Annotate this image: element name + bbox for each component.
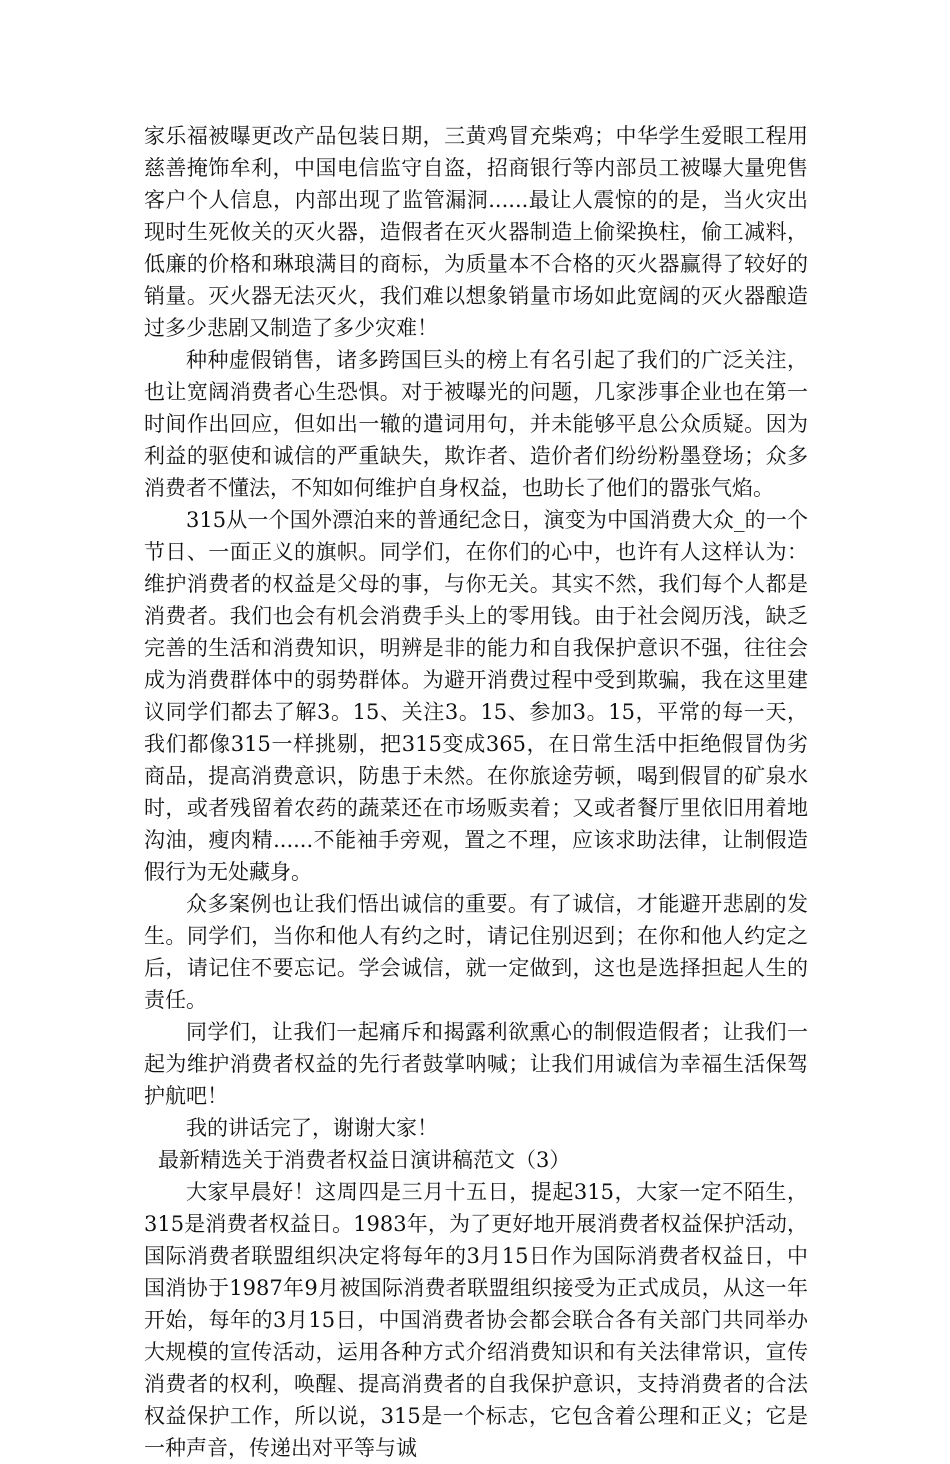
paragraph-2: 种种虚假销售，诸多跨国巨头的榜上有名引起了我们的广泛关注，也让宽阔消费者心生恐惧。对于被曝光的问题，几家涉事企业也在第一时间作出回应，但如出一辙的遣词用句，并未能够平息公众质疑。因为利益的驱使和诚信的严重缺失，欺诈者、造价者们纷纷粉墨登场；众多消费者不懂法，不知如何维护自身权益，也助长了他们的嚣张气焰。 — [144, 348, 808, 500]
paragraph-1: 家乐福被曝更改产品包装日期，三黄鸡冒充柴鸡；中华学生爱眼工程用慈善掩饰牟利，中国电信监守自盗，招商银行等内部员工被曝大量兜售客户个人信息，内部出现了监管漏洞......最让人震惊的的是，当火灾出现时生死攸关的灭火器，造假者在灭火器制造上偷梁换柱，偷工减料，低廉的价格和琳琅满目的商标，为质量本不合格的灭火器赢得了较好的销量。灭火器无法灭火，我们难以想象销量市场如此宽阔的灭火器酿造过多少悲剧又制造了多少灾难！ — [144, 124, 808, 340]
section-heading: 最新精选关于消费者权益日演讲稿范文（3） — [158, 1148, 571, 1172]
paragraph-5: 同学们，让我们一起痛斥和揭露利欲熏心的制假造假者；让我们一起为维护消费者权益的先行者鼓掌呐喊；让我们用诚信为幸福生活保驾护航吧！ — [144, 1020, 808, 1108]
document-body — [144, 120, 808, 1464]
paragraph-4: 众多案例也让我们悟出诚信的重要。有了诚信，才能避开悲剧的发生。同学们，当你和他人有约之时，请记住别迟到；在你和他人约定之后，请记住不要忘记。学会诚信，就一定做到，这也是选择担起人生的责任。 — [144, 892, 808, 1012]
paragraph-6: 大家早晨好！这周四是三月十五日，提起315，大家一定不陌生，315是消费者权益日。1983年，为了更好地开展消费者权益保护活动，国际消费者联盟组织决定将每年的3月15日作为国际消费者权益日，中国消协于1987年9月被国际消费者联盟组织接受为正式成员，从这一年开始，每年的3月15日，中国消费者协会都会联合各有关部门共同举办大规模的宣传活动，运用各种方式介绍消费知识和有关法律常识，宣传消费者的权利，唤醒、提高消费者的自我保护意识，支持消费者的合法权益保护工作，所以说，315是一个标志，它包含着公理和正义；它是一种声音，传递出对平等与诚 — [144, 1180, 808, 1460]
closing-line: 我的讲话完了，谢谢大家！ — [186, 1116, 438, 1140]
paragraph-3: 315从一个国外漂泊来的普通纪念日，演变为中国消费大众_的一个节日、一面正义的旗帜。同学们，在你们的心中，也许有人这样认为：维护消费者的权益是父母的事，与你无关。其实不然，我们每个人都是消费者。我们也会有机会消费手头上的零用钱。由于社会阅历浅，缺乏完善的生活和消费知识，明辨是非的能力和自我保护意识不强，往往会成为消费群体中的弱势群体。为避开消费过程中受到欺骗，我在这里建议同学们都去了解3。15、关注3。15、参加3。15，平常的每一天，我们都像315一样挑剔，把315变成365，在日常生活中拒绝假冒伪劣商品，提高消费意识，防患于未然。在你旅途劳顿，喝到假冒的矿泉水时，或者残留着农药的蔬菜还在市场贩卖着；又或者餐厅里依旧用着地沟油，瘦肉精......不能袖手旁观，置之不理，应该求助法律，让制假造假行为无处藏身。 — [144, 508, 808, 884]
